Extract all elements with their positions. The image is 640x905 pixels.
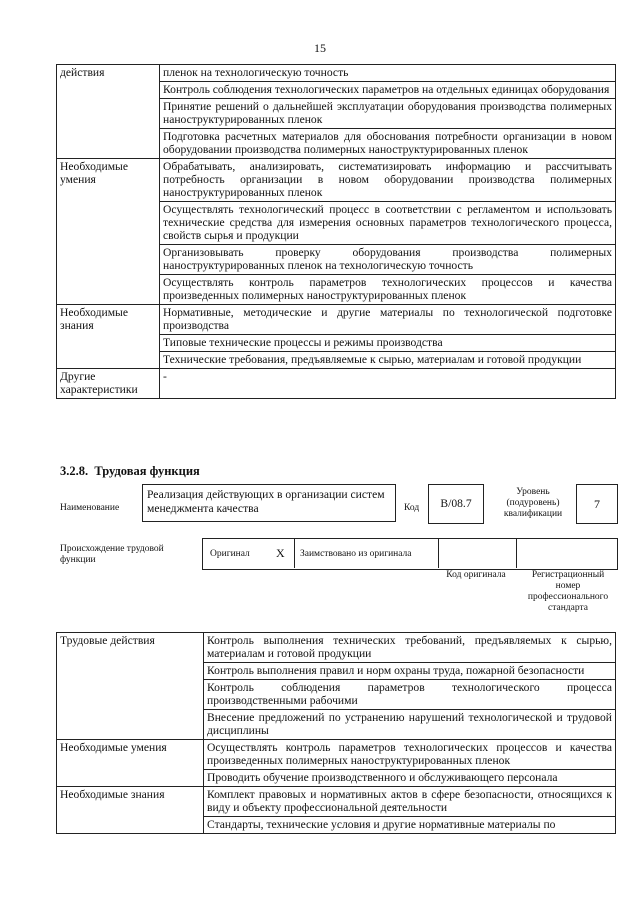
borrowed-label: Заимствовано из оригинала bbox=[300, 549, 412, 559]
divider bbox=[516, 538, 518, 568]
table-cell: Контроль соблюдения технологических параметров на отдельных единицах оборудования bbox=[160, 82, 616, 99]
table-cell: Контроль соблюдения параметров технологического процесса производственными рабочими bbox=[204, 680, 616, 710]
competency-table-continued bbox=[56, 64, 616, 399]
function-name-value: Реализация действующих в организации систем менеджмента качества bbox=[142, 484, 396, 522]
table-row bbox=[57, 159, 616, 202]
row-label-actions: Трудовые действия bbox=[57, 633, 204, 740]
table-row bbox=[57, 65, 616, 82]
divider bbox=[438, 538, 440, 568]
table-cell: Типовые технические процессы и режимы производства bbox=[160, 335, 616, 352]
table-cell: Проводить обучение производственного и обслуживающего персонала bbox=[204, 770, 616, 787]
table-cell: Контроль выполнения технических требований, предъявляемых к сырью, материалам и готовой продукции bbox=[204, 633, 616, 663]
function-code-value: B/08.7 bbox=[428, 484, 484, 524]
table-cell: Осуществлять контроль параметров технологических процессов и качества произведенных полимерных наноструктурированных пленок bbox=[160, 275, 616, 305]
name-label: Наименование bbox=[60, 503, 120, 513]
labor-function-table bbox=[56, 632, 616, 834]
table-cell: Комплект правовых и нормативных актов в сфере безопасности, относящихся к виду и объекту профессиональной деятельности bbox=[204, 787, 616, 817]
table-row bbox=[57, 787, 616, 817]
table-cell: Организовывать проверку оборудования производства полимерных наноструктурированных пленок на технологическую точность bbox=[160, 245, 616, 275]
code-label: Код bbox=[404, 503, 420, 513]
table-cell: Принятие решений о дальнейшей эксплуатации оборудования производства полимерных наноструктурированных пленок bbox=[160, 99, 616, 129]
table-cell: Нормативные, методические и другие материалы по технологической подготовке производства bbox=[160, 305, 616, 335]
table-cell: Подготовка расчетных материалов для обоснования потребности организации в новом оборудовании производства полимерных наноструктурированных пленок bbox=[160, 129, 616, 159]
page-number: 15 bbox=[314, 41, 326, 55]
table-row bbox=[57, 633, 616, 663]
table-cell: - bbox=[160, 369, 616, 399]
row-label-other: Другие характеристики bbox=[57, 369, 160, 399]
code-caption: Код оригинала bbox=[446, 570, 506, 580]
section-heading bbox=[60, 464, 200, 479]
table-row bbox=[57, 305, 616, 335]
table-cell: Технические требования, предъявляемые к сырью, материалам и готовой продукции bbox=[160, 352, 616, 369]
section-number: 3.2.8. bbox=[60, 464, 89, 478]
row-label-skills: Необходимые умения bbox=[57, 159, 160, 305]
table-cell: Обрабатывать, анализировать, систематизировать информацию и рассчитывать потребность организации в новом оборудовании производства полимерных наноструктурированных пленок bbox=[160, 159, 616, 202]
level-value: 7 bbox=[576, 484, 618, 524]
table-row bbox=[57, 740, 616, 770]
divider bbox=[294, 538, 296, 568]
row-label-skills: Необходимые умения bbox=[57, 740, 204, 787]
row-label-knowledge: Необходимые знания bbox=[57, 787, 204, 834]
row-label-knowledge: Необходимые знания bbox=[57, 305, 160, 369]
table-cell: Контроль выполнения правил и норм охраны труда, пожарной безопасности bbox=[204, 663, 616, 680]
table-cell: Внесение предложений по устранению нарушений технологической и трудовой дисциплины bbox=[204, 710, 616, 740]
section-title: Трудовая функция bbox=[94, 464, 200, 478]
original-label: Оригинал bbox=[210, 549, 250, 559]
table-cell: Осуществлять технологический процесс в соответствии с регламентом и использовать технические средства для измерения основных параметров технологического процесса, свойств сырья и продукции bbox=[160, 202, 616, 245]
table-row bbox=[57, 369, 616, 399]
table-cell: Стандарты, технические условия и другие нормативные материалы по bbox=[204, 817, 616, 834]
origin-label: Происхождение трудовой функции bbox=[60, 544, 164, 565]
table-cell: пленок на технологическую точность bbox=[160, 65, 616, 82]
table-cell: Осуществлять контроль параметров технологических процессов и качества произведенных полимерных наноструктурированных пленок bbox=[204, 740, 616, 770]
original-mark: X bbox=[276, 546, 285, 560]
row-label-actions: действия bbox=[57, 65, 160, 159]
reg-caption: Регистрационный номер профессионального стандарта bbox=[527, 570, 609, 613]
level-label: Уровень (подуровень) квалификации bbox=[503, 487, 563, 519]
